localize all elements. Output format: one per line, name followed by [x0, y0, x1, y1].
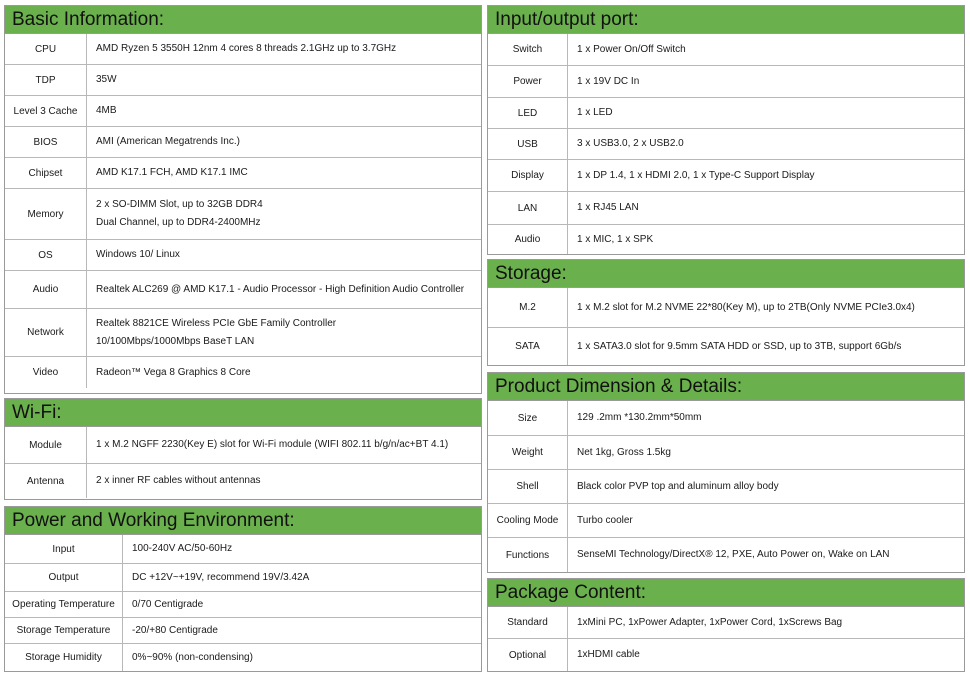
row-value: 1xHDMI cable: [577, 649, 640, 660]
table-row: [5, 564, 481, 592]
row-label: Module: [5, 427, 87, 463]
section-title: Power and Working Environment:: [5, 507, 481, 535]
row-label: USB: [488, 129, 568, 159]
row-label: Input: [5, 535, 123, 563]
wifi-section: [4, 398, 482, 500]
table-row: [488, 160, 964, 192]
row-label: TDP: [5, 65, 87, 95]
row-value: Net 1kg, Gross 1.5kg: [577, 446, 671, 458]
package-content-section: [487, 578, 965, 672]
table-row: [5, 464, 481, 498]
table-row: [488, 288, 964, 328]
row-label: Cooling Mode: [488, 504, 568, 537]
table-row: [488, 504, 964, 538]
row-label: Level 3 Cache: [5, 96, 87, 126]
table-row: [5, 96, 481, 127]
row-value-line: 2 x SO-DIMM Slot, up to 32GB DDR4: [96, 199, 263, 210]
power-environment-section: [4, 506, 482, 672]
table-row: [5, 644, 481, 671]
row-label: Storage Temperature: [5, 618, 123, 643]
table-row: [5, 65, 481, 96]
row-value: 1 x SATA3.0 slot for 9.5mm SATA HDD or SSD, up to 3TB, support 6Gb/s: [577, 340, 902, 352]
row-label: Display: [488, 160, 568, 191]
row-value: DC +12V~+19V, recommend 19V/3.42A: [132, 571, 310, 583]
table-row: [488, 328, 964, 365]
row-label: Functions: [488, 538, 568, 572]
table-row: [5, 427, 481, 464]
table-row: [488, 470, 964, 504]
row-value: [87, 315, 481, 351]
table-row: [5, 309, 481, 357]
row-value: 1xMini PC, 1xPower Adapter, 1xPower Cord, 1xScrews Bag: [577, 616, 843, 628]
row-value: 0%~90% (non-condensing): [132, 651, 253, 663]
table-row: [5, 189, 481, 240]
row-value: SenseMI Technology/DirectX® 12, PXE, Auto Power on, Wake on LAN: [577, 549, 890, 560]
table-row: [488, 129, 964, 160]
row-value: Turbo cooler: [577, 514, 633, 526]
section-title: Input/output port:: [488, 6, 964, 34]
row-value: 35W: [96, 74, 117, 85]
table-row: [5, 535, 481, 564]
row-value: Windows 10/ Linux: [96, 249, 180, 260]
row-value: [87, 196, 481, 232]
section-title: Product Dimension & Details:: [488, 373, 964, 401]
row-label: LED: [488, 98, 568, 128]
row-label: CPU: [5, 34, 87, 64]
table-row: [488, 607, 964, 639]
row-label: M.2: [488, 288, 568, 327]
row-value-line: 10/100Mbps/1000Mbps BaseT LAN: [96, 335, 255, 347]
section-title: Storage:: [488, 260, 964, 288]
row-label: Network: [5, 309, 87, 356]
row-label: Memory: [5, 189, 87, 239]
row-label: Audio: [488, 225, 568, 254]
row-label: Power: [488, 66, 568, 97]
row-label: Optional: [488, 639, 568, 671]
table-row: [5, 357, 481, 388]
row-value: 1 x 19V DC In: [577, 75, 640, 87]
row-label: BIOS: [5, 127, 87, 157]
io-port-section: [487, 5, 965, 255]
row-value: AMD Ryzen 5 3550H 12nm 4 cores 8 threads 2.1GHz up to 3.7GHz: [96, 43, 397, 54]
row-value: -20/+80 Centigrade: [132, 624, 218, 636]
table-row: [5, 618, 481, 644]
row-value: Black color PVP top and aluminum alloy body: [577, 480, 779, 492]
table-row: [5, 240, 481, 271]
table-row: [5, 592, 481, 618]
row-value: Radeon™ Vega 8 Graphics 8 Core: [96, 366, 251, 378]
row-label: Shell: [488, 470, 568, 503]
section-title: Basic Information:: [5, 6, 481, 34]
row-value: 4MB: [96, 105, 117, 116]
product-dimension-section: [487, 372, 965, 573]
table-row: [5, 127, 481, 158]
table-row: [488, 34, 964, 66]
row-value: 3 x USB3.0, 2 x USB2.0: [577, 138, 684, 149]
row-value: 100-240V AC/50-60Hz: [132, 543, 233, 554]
table-row: [488, 98, 964, 129]
row-value: 1 x M.2 slot for M.2 NVME 22*80(Key M), up to 2TB(Only NVME PCIe3.0x4): [577, 301, 915, 313]
section-title: Wi-Fi:: [5, 399, 481, 427]
row-value: 1 x LED: [577, 107, 613, 118]
table-row: [488, 436, 964, 470]
row-label: Weight: [488, 436, 568, 469]
row-label: Output: [5, 564, 123, 591]
table-row: [488, 639, 964, 671]
row-label: Chipset: [5, 158, 87, 188]
row-label: OS: [5, 240, 87, 270]
row-value: AMD K17.1 FCH, AMD K17.1 IMC: [96, 167, 248, 178]
row-value: 0/70 Centigrade: [132, 598, 204, 610]
row-value: Realtek ALC269 @ AMD K17.1 - Audio Processor - High Definition Audio Controller: [96, 283, 465, 295]
row-label: Standard: [488, 607, 568, 638]
row-label: Size: [488, 401, 568, 435]
row-label: SATA: [488, 328, 568, 365]
table-row: [488, 538, 964, 572]
table-row: [5, 34, 481, 65]
row-value: 1 x RJ45 LAN: [577, 202, 639, 213]
row-label: LAN: [488, 192, 568, 224]
row-label: Video: [5, 357, 87, 388]
row-label: Antenna: [5, 464, 87, 498]
basic-information-section: [4, 5, 482, 394]
row-label: Switch: [488, 34, 568, 65]
table-row: [5, 271, 481, 309]
table-row: [5, 158, 481, 189]
table-row: [488, 192, 964, 225]
table-row: [488, 401, 964, 436]
row-value-line: Dual Channel, up to DDR4-2400MHz: [96, 217, 261, 228]
row-value: 2 x inner RF cables without antennas: [96, 475, 261, 486]
row-value: 1 x MIC, 1 x SPK: [577, 233, 654, 245]
section-title: Package Content:: [488, 579, 964, 607]
row-label: Audio: [5, 271, 87, 308]
row-label: Operating Temperature: [5, 592, 123, 617]
row-value: 1 x DP 1.4, 1 x HDMI 2.0, 1 x Type-C Support Display: [577, 169, 815, 181]
row-label: Storage Humidity: [5, 644, 123, 671]
row-value: 129 .2mm *130.2mm*50mm: [577, 412, 702, 423]
row-value: 1 x M.2 NGFF 2230(Key E) slot for Wi-Fi module (WIFI 802.11 b/g/n/ac+BT 4.1): [96, 439, 449, 450]
row-value: 1 x Power On/Off Switch: [577, 43, 686, 55]
row-value: AMI (American Megatrends Inc.): [96, 136, 240, 147]
table-row: [488, 66, 964, 98]
table-row: [488, 225, 964, 254]
storage-section: [487, 259, 965, 366]
row-value-line: Realtek 8821CE Wireless PCIe GbE Family Controller: [96, 317, 337, 329]
